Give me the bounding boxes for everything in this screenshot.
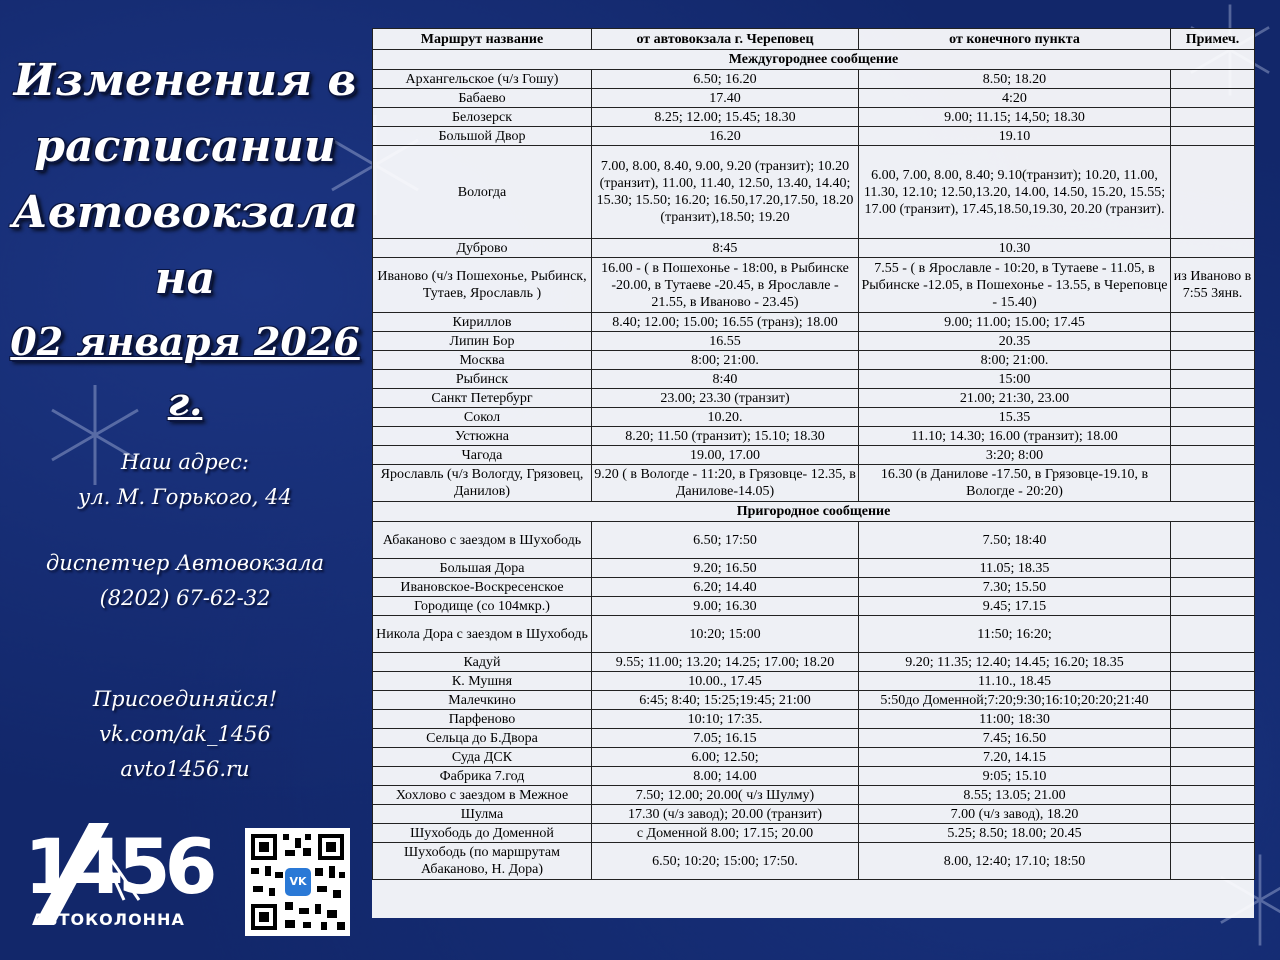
cell-from: 17.30 (ч/з завод); 20.00 (транзит) [592, 805, 859, 824]
cell-note [1171, 559, 1255, 578]
cell-route: Шухободь (по маршрутам Абаканово, Н. Дора) [373, 843, 592, 880]
cell-back: 11.05; 18.35 [859, 559, 1171, 578]
section-title: Междугороднее сообщение [373, 50, 1255, 70]
cell-route: Липин Бор [373, 332, 592, 351]
left-panel [0, 0, 370, 960]
cell-back: 3:20; 8:00 [859, 446, 1171, 465]
cell-note [1171, 108, 1255, 127]
cell-route: Белозерск [373, 108, 592, 127]
cell-from: 8:40 [592, 370, 859, 389]
cell-from: 7.05; 16.15 [592, 729, 859, 748]
table-row [373, 786, 1255, 805]
cell-note [1171, 691, 1255, 710]
cell-route: Малечкино [373, 691, 592, 710]
table-row [373, 70, 1255, 89]
cell-note [1171, 239, 1255, 258]
header-from: от автовокзала г. Череповец [592, 29, 859, 50]
logo-number: 1456 [24, 822, 212, 911]
cell-from: 9.00; 16.30 [592, 597, 859, 616]
title-line: Изменения в [13, 55, 357, 106]
cell-back: 8.00, 12:40; 17.10; 18:50 [859, 843, 1171, 880]
table-row [373, 843, 1255, 880]
cell-back: 9.00; 11.15; 14,50; 18.30 [859, 108, 1171, 127]
cell-back: 11:50; 16:20; [859, 616, 1171, 653]
table-row [373, 559, 1255, 578]
cell-back: 5:50до Доменной;7:20;9:30;16:10;20:20;21:40 [859, 691, 1171, 710]
cell-route: Санкт Петербург [373, 389, 592, 408]
cell-back: 7.55 - ( в Ярославле - 10:20, в Тутаеве - 11.05, в Рыбинске -12.05, в Пошехонье - 13.55, в Череповце - 15.40) [859, 258, 1171, 313]
section-title: Пригородное сообщение [373, 502, 1255, 522]
cell-from: 6.50; 17:50 [592, 522, 859, 559]
table-row [373, 108, 1255, 127]
cell-note [1171, 446, 1255, 465]
cell-note [1171, 748, 1255, 767]
cell-from: 6.20; 14.40 [592, 578, 859, 597]
cell-route: Шулма [373, 805, 592, 824]
cell-route: Суда ДСК [373, 748, 592, 767]
table-header-row [373, 29, 1255, 50]
table-row [373, 89, 1255, 108]
cell-note [1171, 332, 1255, 351]
cell-note [1171, 786, 1255, 805]
address-street: ул. М. Горького, 44 [78, 485, 292, 509]
cell-route: Городище (со 104мкр.) [373, 597, 592, 616]
table-row [373, 465, 1255, 502]
cell-back: 21.00; 21:30, 23.00 [859, 389, 1171, 408]
cell-back: 8:00; 21:00. [859, 351, 1171, 370]
cell-note [1171, 408, 1255, 427]
cell-from: 19.00, 17.00 [592, 446, 859, 465]
table-row [373, 239, 1255, 258]
table-row [373, 597, 1255, 616]
cell-back: 7.20, 14.15 [859, 748, 1171, 767]
site-link[interactable]: avto1456.ru [120, 757, 250, 781]
cell-from: 10.20. [592, 408, 859, 427]
cell-note [1171, 824, 1255, 843]
table-row [373, 805, 1255, 824]
cell-note [1171, 672, 1255, 691]
cell-back: 11.10., 18.45 [859, 672, 1171, 691]
cell-from: 6.00; 12.50; [592, 748, 859, 767]
cell-from: 10.00., 17.45 [592, 672, 859, 691]
cell-back: 7.50; 18:40 [859, 522, 1171, 559]
cell-from: 6.50; 16.20 [592, 70, 859, 89]
header-back: от конечного пункта [859, 29, 1171, 50]
cell-route: К. Мушня [373, 672, 592, 691]
dispatcher-block [0, 546, 370, 616]
cell-note [1171, 389, 1255, 408]
cell-note [1171, 146, 1255, 239]
vk-link[interactable]: vk.com/ak_1456 [99, 722, 271, 746]
cell-route: Парфеново [373, 710, 592, 729]
join-label: Присоединяйся! [92, 687, 278, 711]
table-row [373, 146, 1255, 239]
cell-back: 7.00 (ч/з завод), 18.20 [859, 805, 1171, 824]
cell-note [1171, 465, 1255, 502]
join-block [0, 682, 370, 787]
cell-route: Абаканово с заездом в Шухободь [373, 522, 592, 559]
dispatcher-phone: (8202) 67-62-32 [99, 586, 271, 610]
cell-from: 6:45; 8:40; 15:25;19:45; 21:00 [592, 691, 859, 710]
cell-note [1171, 370, 1255, 389]
schedule-table-container [372, 28, 1254, 918]
qr-code[interactable] [245, 828, 350, 936]
cell-from: 16.55 [592, 332, 859, 351]
table-row [373, 446, 1255, 465]
dispatcher-label: диспетчер Автовокзала [45, 551, 325, 575]
cell-route: Рыбинск [373, 370, 592, 389]
table-row [373, 522, 1255, 559]
cell-route: Ивановское-Воскресенское [373, 578, 592, 597]
cell-back: 9.20; 11.35; 12.40; 14.45; 16.20; 18.35 [859, 653, 1171, 672]
title-line: Автовокзала [12, 187, 358, 238]
cell-from: 10:10; 17:35. [592, 710, 859, 729]
cell-from: 16.00 - ( в Пошехонье - 18:00, в Рыбинске -20.00, в Тутаеве -20.45, в Ярославле - 21.55, в Иваново - 23.45) [592, 258, 859, 313]
vk-icon: VK [289, 875, 307, 888]
cell-route: Хохлово с заездом в Межное [373, 786, 592, 805]
cell-from: 23.00; 23.30 (транзит) [592, 389, 859, 408]
cell-note [1171, 616, 1255, 653]
title-line: на [154, 253, 216, 304]
table-row [373, 389, 1255, 408]
cell-route: Дуброво [373, 239, 592, 258]
cell-back: 15:00 [859, 370, 1171, 389]
table-row [373, 748, 1255, 767]
address-block [0, 445, 370, 515]
cell-route: Кириллов [373, 313, 592, 332]
cell-note [1171, 597, 1255, 616]
cell-note [1171, 313, 1255, 332]
table-row [373, 351, 1255, 370]
cell-back: 9.45; 17.15 [859, 597, 1171, 616]
logo-caption: АВТОКОЛОННА [32, 910, 185, 929]
section-row [373, 50, 1255, 70]
cell-from: 6.50; 10:20; 15:00; 17:50. [592, 843, 859, 880]
cell-route: Большой Двор [373, 127, 592, 146]
cell-note [1171, 805, 1255, 824]
cell-route: Бабаево [373, 89, 592, 108]
cell-back: 11:00; 18:30 [859, 710, 1171, 729]
cell-back: 9.00; 11.00; 15.00; 17.45 [859, 313, 1171, 332]
cell-route: Москва [373, 351, 592, 370]
table-row [373, 370, 1255, 389]
table-row [373, 332, 1255, 351]
cell-route: Архангельское (ч/з Гошу) [373, 70, 592, 89]
cell-from: 8.25; 12.00; 15.45; 18.30 [592, 108, 859, 127]
cell-from: 9.20; 16.50 [592, 559, 859, 578]
cell-back: 19.10 [859, 127, 1171, 146]
cell-from: 9.20 ( в Вологде - 11:20, в Грязовце- 12.35, в Данилове-14.05) [592, 465, 859, 502]
cell-route: Ярославль (ч/з Вологду, Грязовец, Данилов) [373, 465, 592, 502]
cell-back: 16.30 (в Данилове -17.50, в Грязовце-19.10, в Вологде - 20:20) [859, 465, 1171, 502]
title-line: расписании [34, 121, 336, 172]
cell-back: 20.35 [859, 332, 1171, 351]
table-row [373, 672, 1255, 691]
cell-back: 6.00, 7.00, 8.00, 8.40; 9.10(транзит); 10.20, 11.00, 11.30, 12.10; 12.50,13.20, 14.00, 14.50, 15.20, 15.55; 17.00 (транзит), 17.45,18.50,19.30, 20.20 (транзит). [859, 146, 1171, 239]
schedule-table [372, 28, 1255, 880]
cell-note [1171, 843, 1255, 880]
cell-route: Иваново (ч/з Пошехонье, Рыбинск, Тутаев, Ярославль ) [373, 258, 592, 313]
cell-back: 4:20 [859, 89, 1171, 108]
cell-back: 15.35 [859, 408, 1171, 427]
page-title [0, 48, 370, 432]
cell-route: Большая Дора [373, 559, 592, 578]
cell-from: 8:00; 21:00. [592, 351, 859, 370]
table-row [373, 427, 1255, 446]
table-row [373, 127, 1255, 146]
cell-from: 10:20; 15:00 [592, 616, 859, 653]
company-logo [14, 815, 219, 935]
table-row [373, 653, 1255, 672]
cell-from: 7.00, 8.00, 8.40, 9.00, 9.20 (транзит); 10.20 (транзит), 11.00, 11.40, 12.50, 13.40, 14.40; 15.30; 15.50; 16.20; 16.50,17.20,17.50, 18.20 (транзит),18.50; 19.20 [592, 146, 859, 239]
header-route: Маршрут название [373, 29, 592, 50]
table-row [373, 578, 1255, 597]
cell-note [1171, 89, 1255, 108]
cell-route: Кадуй [373, 653, 592, 672]
cell-from: 8.40; 12.00; 15.00; 16.55 (транз); 18.00 [592, 313, 859, 332]
table-row [373, 824, 1255, 843]
cell-note [1171, 522, 1255, 559]
cell-from: 8:45 [592, 239, 859, 258]
cell-note [1171, 767, 1255, 786]
cell-note [1171, 578, 1255, 597]
cell-route: Устюжна [373, 427, 592, 446]
table-row [373, 691, 1255, 710]
cell-note [1171, 710, 1255, 729]
cell-route: Шухободь до Доменной [373, 824, 592, 843]
table-row [373, 258, 1255, 313]
table-body [373, 50, 1255, 880]
cell-back: 10.30 [859, 239, 1171, 258]
cell-back: 9:05; 15.10 [859, 767, 1171, 786]
address-label: Наш адрес: [121, 450, 249, 474]
cell-route: Сокол [373, 408, 592, 427]
table-row [373, 408, 1255, 427]
title-date: 02 января 2026 г. [10, 319, 360, 424]
cell-route: Никола Дора с заездом в Шухободь [373, 616, 592, 653]
cell-from: 9.55; 11.00; 13.20; 14.25; 17.00; 18.20 [592, 653, 859, 672]
cell-route: Фабрика 7.год [373, 767, 592, 786]
header-note: Примеч. [1171, 29, 1255, 50]
cell-route: Сельца до Б.Двора [373, 729, 592, 748]
cell-note [1171, 653, 1255, 672]
cell-back: 8.50; 18.20 [859, 70, 1171, 89]
cell-from: 7.50; 12.00; 20.00( ч/з Шулму) [592, 786, 859, 805]
section-row [373, 502, 1255, 522]
table-row [373, 767, 1255, 786]
cell-from: 8.00; 14.00 [592, 767, 859, 786]
cell-from: 16.20 [592, 127, 859, 146]
cell-from: 17.40 [592, 89, 859, 108]
cell-back: 7.45; 16.50 [859, 729, 1171, 748]
cell-back: 5.25; 8.50; 18.00; 20.45 [859, 824, 1171, 843]
table-row [373, 729, 1255, 748]
cell-note [1171, 427, 1255, 446]
table-row [373, 313, 1255, 332]
cell-note [1171, 351, 1255, 370]
cell-back: 8.55; 13.05; 21.00 [859, 786, 1171, 805]
table-row [373, 710, 1255, 729]
cell-note [1171, 127, 1255, 146]
cell-note: из Иваново в 7:55 3янв. [1171, 258, 1255, 313]
cell-back: 11.10; 14.30; 16.00 (транзит); 18.00 [859, 427, 1171, 446]
cell-from: с Доменной 8.00; 17.15; 20.00 [592, 824, 859, 843]
cell-back: 7.30; 15.50 [859, 578, 1171, 597]
cell-from: 8.20; 11.50 (транзит); 15.10; 18.30 [592, 427, 859, 446]
cell-route: Чагода [373, 446, 592, 465]
cell-note [1171, 70, 1255, 89]
cell-note [1171, 729, 1255, 748]
cell-route: Вологда [373, 146, 592, 239]
table-row [373, 616, 1255, 653]
